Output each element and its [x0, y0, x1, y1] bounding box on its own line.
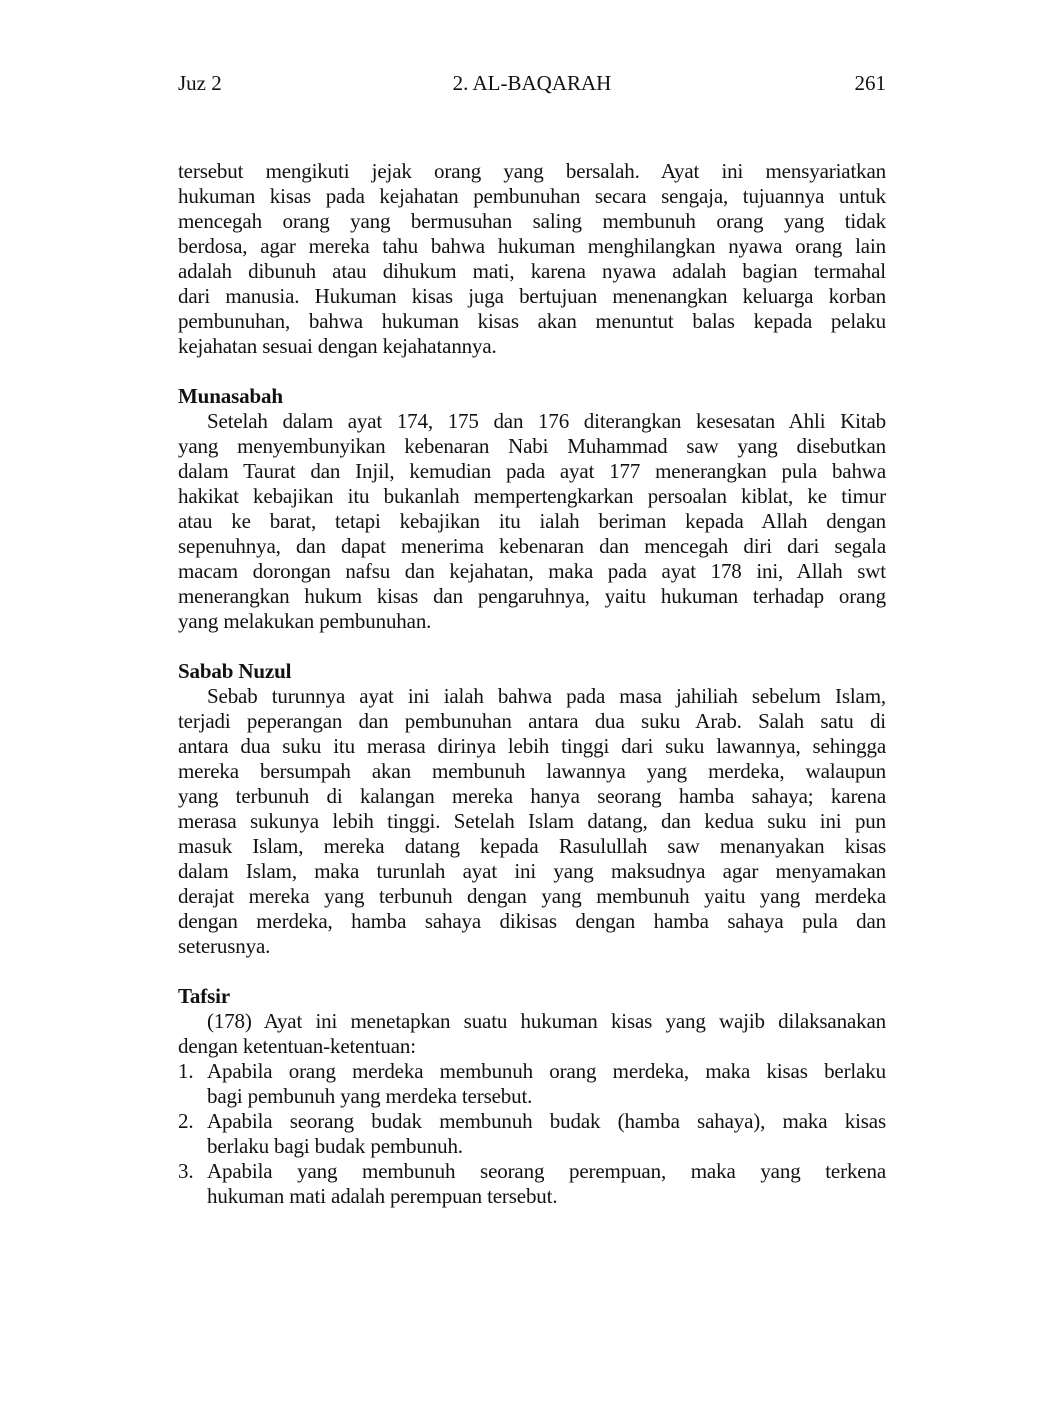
list-item-line: Apabila orang merdeka membunuh orang merdeka, maka kisas berlaku [207, 1059, 886, 1083]
list-number: 1. [178, 1059, 194, 1083]
paragraph-line: dalam Islam, maka turunlah ayat ini yang maksudnya agar menyamakan [178, 859, 886, 883]
paragraph-line: hukuman kisas pada kejahatan pembunuhan secara sengaja, tujuannya untuk [178, 184, 886, 208]
paragraph-line: masuk Islam, mereka datang kepada Rasulullah saw menanyakan kisas [178, 834, 886, 858]
paragraph-line: kejahatan sesuai dengan kejahatannya. [178, 334, 497, 358]
section-heading: Munasabah [178, 384, 283, 408]
list-item-line: berlaku bagi budak pembunuh. [207, 1134, 463, 1158]
page-number: 261 [854, 71, 886, 95]
paragraph-line: derajat mereka yang terbunuh dengan yang membunuh yaitu yang merdeka [178, 884, 886, 908]
paragraph-line: macam dorongan nafsu dan kejahatan, maka pada ayat 178 ini, Allah swt [178, 559, 886, 583]
paragraph-line: menerangkan hukum kisas dan pengaruhnya, yaitu hukuman terhadap orang [178, 584, 886, 608]
paragraph-line: mereka bersumpah akan membunuh lawannya yang merdeka, walaupun [178, 759, 886, 783]
paragraph-line: tersebut mengikuti jejak orang yang bersalah. Ayat ini mensyariatkan [178, 159, 886, 183]
paragraph-line: Setelah dalam ayat 174, 175 dan 176 diterangkan kesesatan Ahli Kitab [207, 409, 886, 433]
paragraph-line: yang melakukan pembunuhan. [178, 609, 432, 633]
paragraph-line: sepenuhnya, dan dapat menerima kebenaran dan mencegah diri dari segala [178, 534, 886, 558]
paragraph-line: yang terbunuh di kalangan mereka hanya seorang hamba sahaya; karena [178, 784, 886, 808]
list-item-line: hukuman mati adalah perempuan tersebut. [207, 1184, 558, 1208]
list-item [178, 1159, 886, 1209]
section-spacer [178, 359, 886, 384]
section-spacer [178, 634, 886, 659]
section-spacer [178, 959, 886, 984]
paragraph-line: (178) Ayat ini menetapkan suatu hukuman kisas yang wajib dilaksanakan [207, 1009, 886, 1033]
paragraph-line: hakikat kebajikan itu bukanlah mempertengkarkan persoalan kiblat, ke timur [178, 484, 886, 508]
juz-label: Juz 2 [178, 71, 222, 95]
section-heading: Tafsir [178, 984, 230, 1008]
paragraph-line: seterusnya. [178, 934, 271, 958]
list-item-line: Apabila seorang budak membunuh budak (hamba sahaya), maka kisas [207, 1109, 886, 1133]
page-body [178, 159, 886, 1209]
paragraph-line: Sebab turunnya ayat ini ialah bahwa pada masa jahiliah sebelum Islam, [207, 684, 886, 708]
paragraph-line: atau ke barat, tetapi kebajikan itu ialah beriman kepada Allah dengan [178, 509, 886, 533]
paragraph-line: yang menyembunyikan kebenaran Nabi Muhammad saw yang disebutkan [178, 434, 886, 458]
paragraph-line: dengan merdeka, hamba sahaya dikisas dengan hamba sahaya pula dan [178, 909, 886, 933]
paragraph-line: mencegah orang yang bermusuhan saling membunuh orang yang tidak [178, 209, 886, 233]
page-header [178, 71, 886, 99]
paragraph-line: adalah dibunuh atau dihukum mati, karena nyawa adalah bagian termahal [178, 259, 886, 283]
paragraph-line: merasa sukunya lebih tinggi. Setelah Islam datang, dan kedua suku ini pun [178, 809, 886, 833]
paragraph-line: dari manusia. Hukuman kisas juga bertujuan menenangkan keluarga korban [178, 284, 886, 308]
paragraph-line: terjadi peperangan dan pembunuhan antara dua suku Arab. Salah satu di [178, 709, 886, 733]
paragraph-line: dalam Taurat dan Injil, kemudian pada ayat 177 menerangkan pula bahwa [178, 459, 886, 483]
paragraph-line: pembunuhan, bahwa hukuman kisas akan menuntut balas kepada pelaku [178, 309, 886, 333]
list-number: 2. [178, 1109, 194, 1133]
list-item [178, 1059, 886, 1109]
chapter-title: 2. AL-BAQARAH [452, 71, 612, 95]
list-item-line: Apabila yang membunuh seorang perempuan, maka yang terkena [207, 1159, 886, 1183]
paragraph-line: antara dua suku itu merasa dirinya lebih tinggi dari suku lawannya, sehingga [178, 734, 886, 758]
list-item [178, 1109, 886, 1159]
paragraph-line: berdosa, agar mereka tahu bahwa hukuman menghilangkan nyawa orang lain [178, 234, 886, 258]
list-number: 3. [178, 1159, 194, 1183]
section-heading: Sabab Nuzul [178, 659, 292, 683]
list-item-line: bagi pembunuh yang merdeka tersebut. [207, 1084, 533, 1108]
paragraph-line: dengan ketentuan-ketentuan: [178, 1034, 416, 1058]
